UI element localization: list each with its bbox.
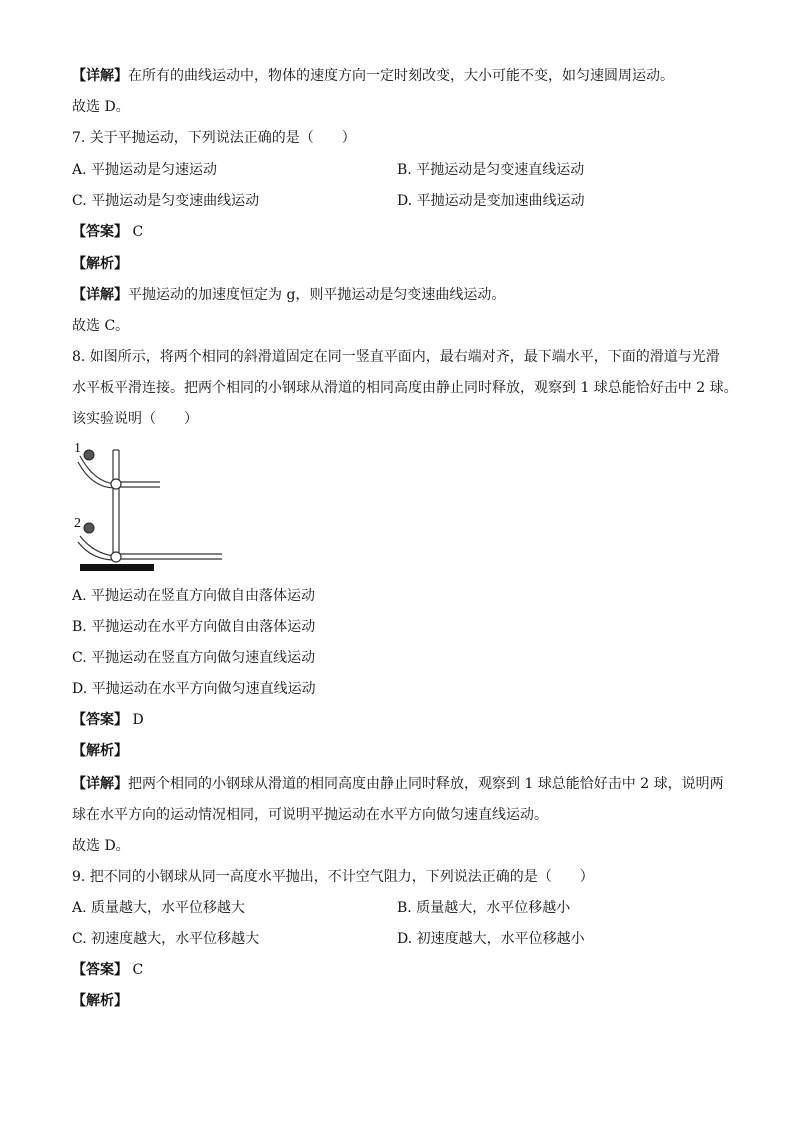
q9-option-c: C. 初速度越大，水平位移越大	[72, 931, 260, 947]
q7-option-b: B. 平抛运动是匀变速直线运动	[397, 162, 585, 178]
q8-stem-line1: 8. 如图所示，将两个相同的斜滑道固定在同一竖直平面内，最右端对齐，最下端水平，下面的滑道与光滑	[72, 349, 720, 365]
upper-slide-curve-inner	[78, 462, 115, 488]
q8-answer	[72, 710, 144, 730]
q8-stem-line3: 该实验说明（ ）	[72, 411, 198, 427]
q6-detail	[72, 66, 674, 86]
detail-tag: 【详解】	[72, 68, 128, 84]
ball-2	[84, 523, 94, 533]
q7-detail	[72, 285, 505, 305]
q8-stem-line2: 水平板平滑连接。把两个相同的小钢球从滑道的相同高度由静止同时释放，观察到 1 球总能恰好击中 2 球。	[72, 380, 738, 396]
q8-option-b: B. 平抛运动在水平方向做自由落体运动	[72, 619, 316, 635]
q8-choice: 故选 D。	[72, 838, 130, 854]
q7-choice: 故选 C。	[72, 318, 130, 334]
q9-stem: 9. 把不同的小钢球从同一高度水平抛出，不计空气阻力，下列说法正确的是（ ）	[72, 869, 594, 885]
q8-detail-line2: 球在水平方向的运动情况相同，可说明平抛运动在水平方向做匀速直线运动。	[72, 807, 548, 823]
detail-tag: 【详解】	[72, 776, 128, 792]
q9-answer	[72, 960, 143, 980]
base-plate	[80, 564, 154, 571]
upper-joint	[111, 479, 121, 489]
answer-tag: 【答案】	[72, 962, 128, 978]
label-1: 1	[74, 441, 81, 456]
detail-tag: 【详解】	[72, 287, 128, 303]
q9-option-d: D. 初速度越大，水平位移越小	[397, 931, 585, 947]
answer-value: C	[132, 224, 144, 240]
lower-slide-curve-outer	[80, 536, 115, 556]
answer-tag: 【答案】	[72, 712, 128, 728]
detail-text: 把两个相同的小钢球从滑道的相同高度由静止同时释放，观察到 1 球总能恰好击中 2 球，说明两	[128, 776, 724, 792]
analysis-tag: 【解析】	[72, 993, 128, 1009]
q9-analysis-tag	[72, 991, 128, 1011]
q7-option-d: D. 平抛运动是变加速曲线运动	[397, 193, 585, 209]
q7-analysis-tag	[72, 254, 128, 274]
q8-slide-diagram	[72, 438, 232, 578]
q8-option-a: A. 平抛运动在竖直方向做自由落体运动	[72, 588, 316, 604]
q8-analysis-tag	[72, 741, 128, 761]
upper-slide-curve-outer	[80, 456, 115, 484]
analysis-tag: 【解析】	[72, 743, 128, 759]
analysis-tag: 【解析】	[72, 256, 128, 272]
q9-option-b: B. 质量越大，水平位移越小	[397, 900, 571, 916]
detail-text: 在所有的曲线运动中，物体的速度方向一定时刻改变，大小可能不变，如匀速圆周运动。	[128, 68, 674, 84]
q8-option-c: C. 平抛运动在竖直方向做匀速直线运动	[72, 650, 316, 666]
q8-option-d: D. 平抛运动在水平方向做匀速直线运动	[72, 681, 316, 697]
ball-1	[84, 450, 94, 460]
q6-choice: 故选 D。	[72, 99, 130, 115]
q7-option-c: C. 平抛运动是匀变速曲线运动	[72, 193, 260, 209]
q9-option-a: A. 质量越大，水平位移越大	[72, 900, 246, 916]
lower-joint	[111, 552, 121, 562]
q7-option-a: A. 平抛运动是匀速运动	[72, 162, 218, 178]
q8-detail-line1	[72, 774, 724, 794]
answer-value: D	[132, 712, 144, 728]
q7-stem: 7. 关于平抛运动，下列说法正确的是（ ）	[72, 130, 356, 146]
label-2: 2	[74, 516, 81, 531]
answer-tag: 【答案】	[72, 224, 128, 240]
detail-text: 平抛运动的加速度恒定为 g，则平抛运动是匀变速曲线运动。	[128, 287, 506, 303]
answer-value: C	[132, 962, 144, 978]
q7-answer	[72, 222, 143, 242]
